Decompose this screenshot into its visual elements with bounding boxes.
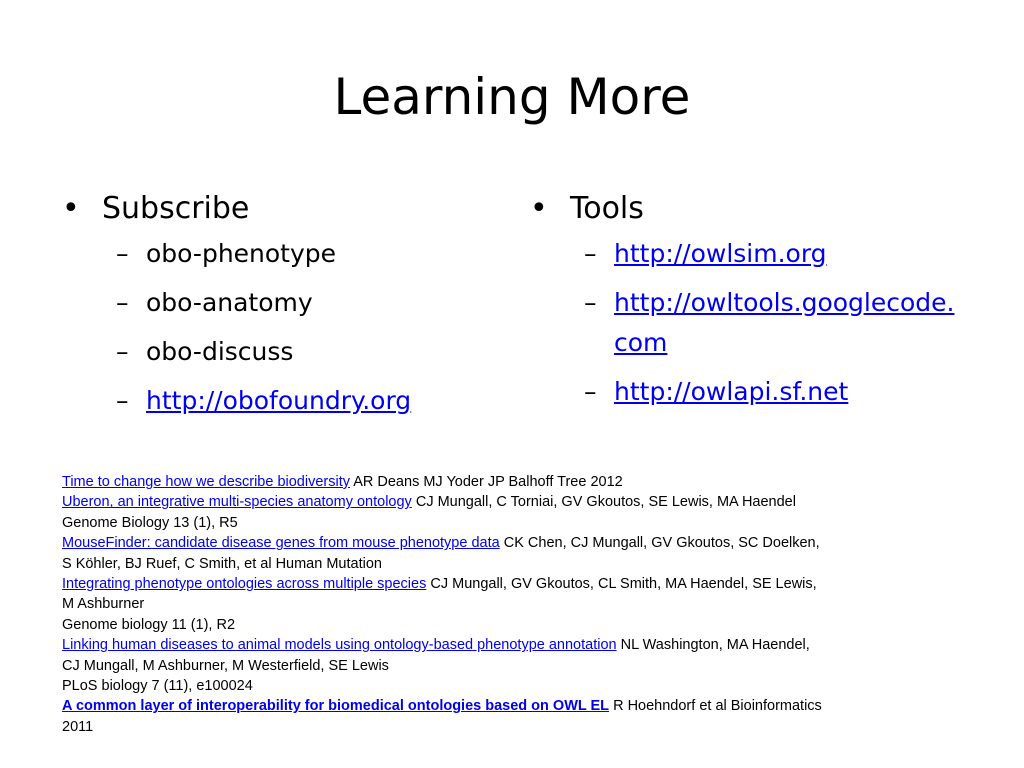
reference-text: 2011 <box>62 718 94 735</box>
obofoundry-link[interactable]: http://obofoundry.org <box>146 386 412 415</box>
owlapi-link[interactable]: http://owlapi.sf.net <box>614 377 849 406</box>
list-item-obo-anatomy <box>116 283 480 323</box>
reference-text: AR Deans MJ Yoder JP Balhoff Tree 2012 <box>350 474 623 490</box>
reference-text: CK Chen, CJ Mungall, GV Gkoutos, SC Doelken, <box>499 535 820 552</box>
left-column <box>60 186 480 430</box>
tools-heading: Tools <box>570 191 644 226</box>
reference-link[interactable]: Time to change how we describe biodiversity <box>62 474 350 490</box>
reference-text: Genome biology 11 (1), R2 <box>62 616 236 633</box>
reference-line <box>62 533 962 553</box>
reference-line <box>62 656 962 676</box>
reference-text: M Ashburner <box>62 596 145 613</box>
right-column <box>528 186 968 421</box>
reference-link[interactable]: A common layer of interoperability for biomedical ontologies based on OWL EL <box>62 698 610 715</box>
list-item-owlapi <box>584 372 968 412</box>
subscribe-heading: Subscribe <box>102 191 250 226</box>
dash-icon: – <box>116 337 129 366</box>
list-item-text: obo-phenotype <box>146 239 337 268</box>
dash-icon: – <box>584 288 597 317</box>
reference-line <box>62 492 962 512</box>
owlsim-link[interactable]: http://owlsim.org <box>614 239 827 268</box>
list-item-owltools <box>584 283 968 363</box>
reference-text: CJ Mungall, M Ashburner, M Westerfield, SE Lewis <box>62 657 389 674</box>
list-item-owlsim <box>584 234 968 274</box>
reference-text: Genome Biology 13 (1), R5 <box>62 514 238 531</box>
reference-text: NL Washington, MA Haendel, <box>616 637 810 654</box>
reference-line <box>62 554 962 574</box>
reference-text: S Köhler, BJ Ruef, C Smith, et al Human Mutation <box>62 555 382 572</box>
reference-link[interactable]: Uberon, an integrative multi-species anatomy ontology <box>62 494 412 511</box>
bullet-icon: • <box>530 191 548 226</box>
slide-title: Learning More <box>333 68 691 126</box>
references-block <box>62 472 962 737</box>
dash-icon: – <box>584 239 597 268</box>
reference-line <box>62 615 962 635</box>
list-item-obo-discuss <box>116 332 480 372</box>
reference-line <box>62 513 962 533</box>
dash-icon: – <box>584 377 597 406</box>
reference-text: CJ Mungall, GV Gkoutos, CL Smith, MA Haendel, SE Lewis, <box>426 576 817 593</box>
subscribe-list <box>60 234 480 421</box>
owltools-link[interactable]: http://owltools.googlecode.com <box>614 288 955 357</box>
reference-line <box>62 574 962 594</box>
dash-icon: – <box>116 239 129 268</box>
subscribe-bullet <box>60 186 480 232</box>
tools-bullet <box>528 186 968 232</box>
tools-list <box>528 234 968 412</box>
reference-line <box>62 594 962 614</box>
reference-text: R Hoehndorf et al Bioinformatics <box>609 698 822 715</box>
list-item-text: obo-discuss <box>146 337 294 366</box>
reference-line <box>62 472 962 492</box>
reference-line <box>62 676 962 696</box>
reference-link[interactable]: MouseFinder: candidate disease genes from mouse phenotype data <box>62 535 500 552</box>
list-item-obofoundry <box>116 381 480 421</box>
reference-link[interactable]: Integrating phenotype ontologies across multiple species <box>62 576 427 593</box>
reference-link[interactable]: Linking human diseases to animal models using ontology-based phenotype annotation <box>62 637 617 654</box>
dash-icon: – <box>116 386 129 415</box>
reference-text: PLoS biology 7 (11), e100024 <box>62 678 253 695</box>
bullet-icon: • <box>62 191 80 226</box>
list-item-text: obo-anatomy <box>146 288 313 317</box>
reference-line <box>62 635 962 655</box>
reference-text: CJ Mungall, C Torniai, GV Gkoutos, SE Lewis, MA Haendel <box>411 494 796 511</box>
dash-icon: – <box>116 288 129 317</box>
reference-line <box>62 717 962 737</box>
reference-line <box>62 696 962 716</box>
list-item-obo-phenotype <box>116 234 480 274</box>
